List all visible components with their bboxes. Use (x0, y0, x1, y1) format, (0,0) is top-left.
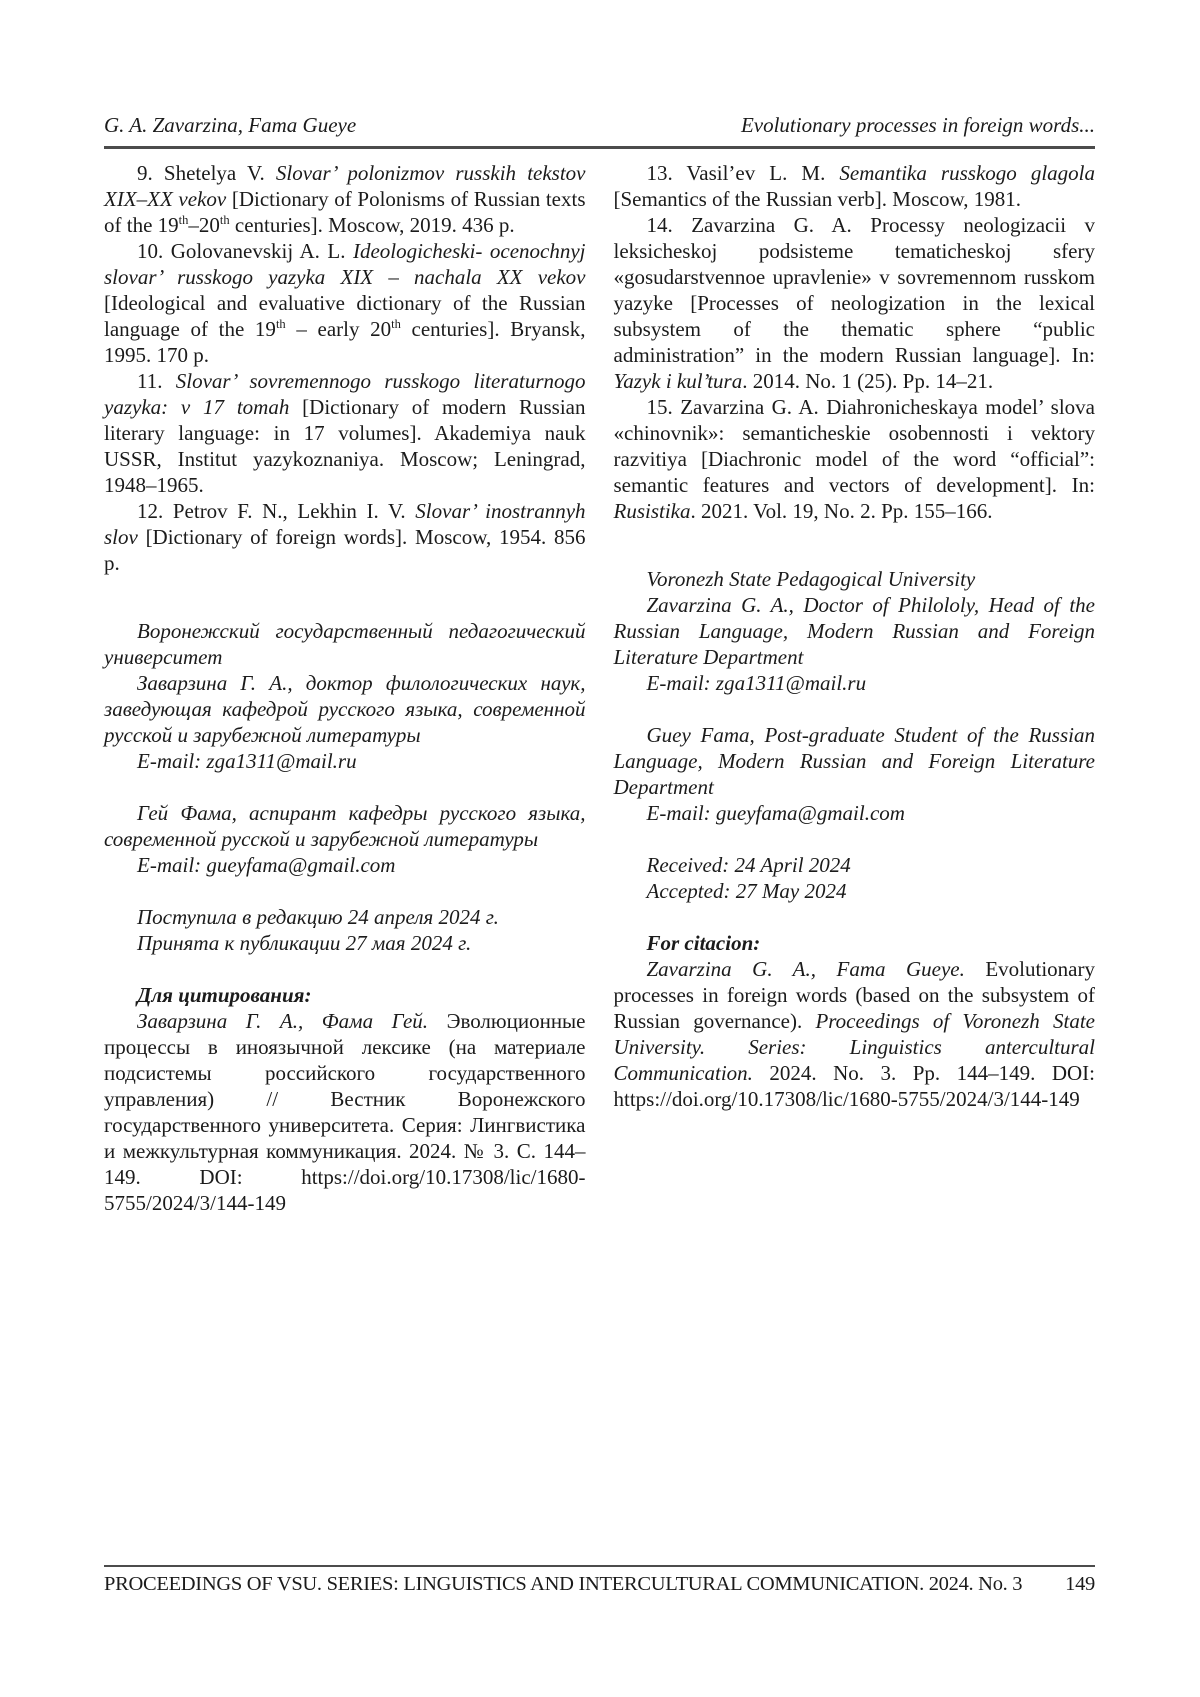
text-run: 12. Petrov F. N., Lekhin I. V. (137, 499, 416, 523)
text-run: th (178, 213, 189, 227)
text-run: th (275, 317, 286, 331)
for-citation-heading-ru (104, 982, 586, 1008)
author-2-ru (104, 800, 586, 852)
email-1-ru (104, 748, 586, 774)
affiliation-ru (104, 618, 586, 670)
text-run: Для цитирования: (137, 983, 312, 1007)
text-run: E-mail: zga1311@mail.ru (646, 671, 867, 695)
text-run: E-mail: gueyfama@gmail.com (137, 853, 396, 877)
text-run: Принята к публикации 27 мая 2024 г. (137, 931, 472, 955)
accepted-date-en (614, 878, 1096, 904)
received-date-ru (104, 904, 586, 930)
text-run: Заварзина Г. А., доктор филологических наук, заведующая кафедрой русского языка, современной русской и зарубежной литературы (104, 671, 586, 747)
page-body (104, 160, 1095, 1216)
text-run: Voronezh State Pedagogical University (646, 567, 976, 591)
left-column (104, 160, 586, 1216)
text-run: E-mail: gueyfama@gmail.com (646, 801, 905, 825)
footer-rule (104, 1565, 1095, 1567)
author-2-en (614, 722, 1096, 800)
author-1-ru (104, 670, 586, 748)
text-run: th (219, 213, 230, 227)
text-run: Ideologicheski- ocenochnyj slovar’ russkogo yazyka XIX – nachala XX vekov (104, 239, 586, 289)
email-2-ru (104, 852, 586, 878)
citation-ru (104, 1008, 586, 1216)
affiliation-en (614, 566, 1096, 592)
text-run: Guey Fama, Post-graduate Student of the Russian Language, Modern Russian and Foreign Literature Department (613, 723, 1095, 799)
text-run: Evolutionary processes in foreign words (based on the subsystem of Russian governance). (613, 957, 1095, 1033)
text-run: Slovar’ sovremennogo russkogo literaturnogo yazyka: v 17 tomah (104, 369, 586, 419)
text-run: [Ideological and evaluative dictionary of the Russian language of the 19 (104, 291, 586, 341)
footer-page-number: 149 (1065, 1573, 1095, 1595)
received-date-en (614, 852, 1096, 878)
header-rule (104, 146, 1095, 149)
text-run: . 2021. Vol. 19, No. 2. Pp. 155–166. (690, 499, 993, 523)
author-1-en (614, 592, 1096, 670)
text-run: Zavarzina G. A., Fama Gueye. (646, 957, 965, 981)
text-run: Received: 24 April 2024 (646, 853, 851, 877)
text-run: th (391, 317, 401, 331)
text-run: 13. Vasil’ev L. M. (646, 161, 840, 185)
reference-13 (614, 160, 1096, 212)
accepted-date-ru (104, 930, 586, 956)
text-run: [Dictionary of Polonisms of Russian texts of the 19 (104, 187, 586, 237)
footer-journal-line: PROCEEDINGS OF VSU. SERIES: LINGUISTICS AND INTERCULTURAL COMMUNICATION. 2024. No. 3 (104, 1573, 1023, 1595)
reference-15 (614, 394, 1096, 524)
text-run: . 2014. No. 1 (25). Pp. 14–21. (742, 369, 994, 393)
text-run: 10. Golovanevskij A. L. (137, 239, 353, 263)
text-run: centuries]. Moscow, 2019. 436 p. (229, 213, 515, 237)
email-2-en (614, 800, 1096, 826)
right-column (614, 160, 1096, 1216)
running-head-title: Evolutionary processes in foreign words... (740, 113, 1095, 137)
text-run: E-mail: zga1311@mail.ru (137, 749, 357, 773)
text-run: For citacion: (646, 931, 761, 955)
text-run: Slovar’ inostrannyh slov (104, 499, 586, 549)
for-citation-heading-en (614, 930, 1096, 956)
text-run: Гей Фама, аспирант кафедры русского языка, современной русской и зарубежной литературы (104, 801, 586, 851)
text-run: – early 20 (285, 317, 392, 341)
text-run: Rusistika (613, 499, 691, 523)
text-run: [Semantics of the Russian verb]. Moscow, 1981. (613, 187, 1021, 211)
citation-en (614, 956, 1096, 1112)
text-run: centuries]. Bryansk, 1995. 170 p. (104, 317, 586, 367)
text-run: Zavarzina G. A., Doctor of Philololy, Head of the Russian Language, Modern Russian and Foreign Literature Department (613, 593, 1095, 669)
text-run: Эволюционные процессы в иноязычной лексике (на материале подсистемы российского государственного управления) // Вестник Воронежского государственного университета. Серия: Лингвистика и межкультурная коммуникация. 2024. № 3. С. 144–149. DOI: https://doi.org/10.17308/lic/1680-5755/2024/3/144-149 (104, 1009, 586, 1215)
text-run: Proceedings of Voronezh State University. Series: Linguistics antercultural Communication. (613, 1009, 1095, 1085)
reference-10 (104, 238, 586, 368)
text-run: 11. (137, 369, 176, 393)
reference-9 (104, 160, 586, 238)
text-run: 14. Zavarzina G. A. Processy neologizacii v leksicheskoj podsisteme tematicheskoj sfery «gosudarstvennoe upravlenie» v sovremennom russkom yazyke [Processes of neologization in the lexical subsystem of the thematic sphere “public administration” in the modern Russian language]. In: (613, 213, 1095, 367)
text-run: 9. Shetelya V. (137, 161, 276, 185)
text-run: Accepted: 27 May 2024 (646, 879, 847, 903)
reference-12 (104, 498, 586, 576)
text-run: 15. Zavarzina G. A. Diahronicheskaya model’ slova «chinovnik»: semanticheskie osobennosti i vektory razvitiya [Diachronic model of the word “official”: semantic features and vectors of development]. In: (613, 395, 1095, 497)
email-1-en (614, 670, 1096, 696)
reference-11 (104, 368, 586, 498)
text-run: 2024. No. 3. Pp. 144–149. DOI: https://doi.org/10.17308/lic/1680-5755/2024/3/144-149 (613, 1061, 1095, 1111)
text-run: Поступила в редакцию 24 апреля 2024 г. (137, 905, 499, 929)
text-run: Воронежский государственный педагогический университет (104, 619, 586, 669)
text-run: [Dictionary of modern Russian literary language: in 17 volumes]. Akademiya nauk USSR, Institut yazykoznaniya. Moscow; Leningrad, 1948–1965. (104, 395, 586, 497)
text-run: –20 (188, 213, 220, 237)
running-head-authors: G. A. Zavarzina, Fama Gueye (104, 113, 357, 137)
text-run: Заварзина Г. А., Фама Гей. (137, 1009, 429, 1033)
page-header (104, 112, 1095, 149)
text-run: Slovar’ polonizmov russkih tekstov XIX–XX vekov (104, 161, 586, 211)
text-run: Semantika russkogo glagola (839, 161, 1095, 185)
text-run: Yazyk i kul’tura (613, 369, 743, 393)
text-run: [Dictionary of foreign words]. Moscow, 1954. 856 p. (104, 525, 586, 575)
reference-14 (614, 212, 1096, 394)
page-footer (104, 1565, 1095, 1596)
